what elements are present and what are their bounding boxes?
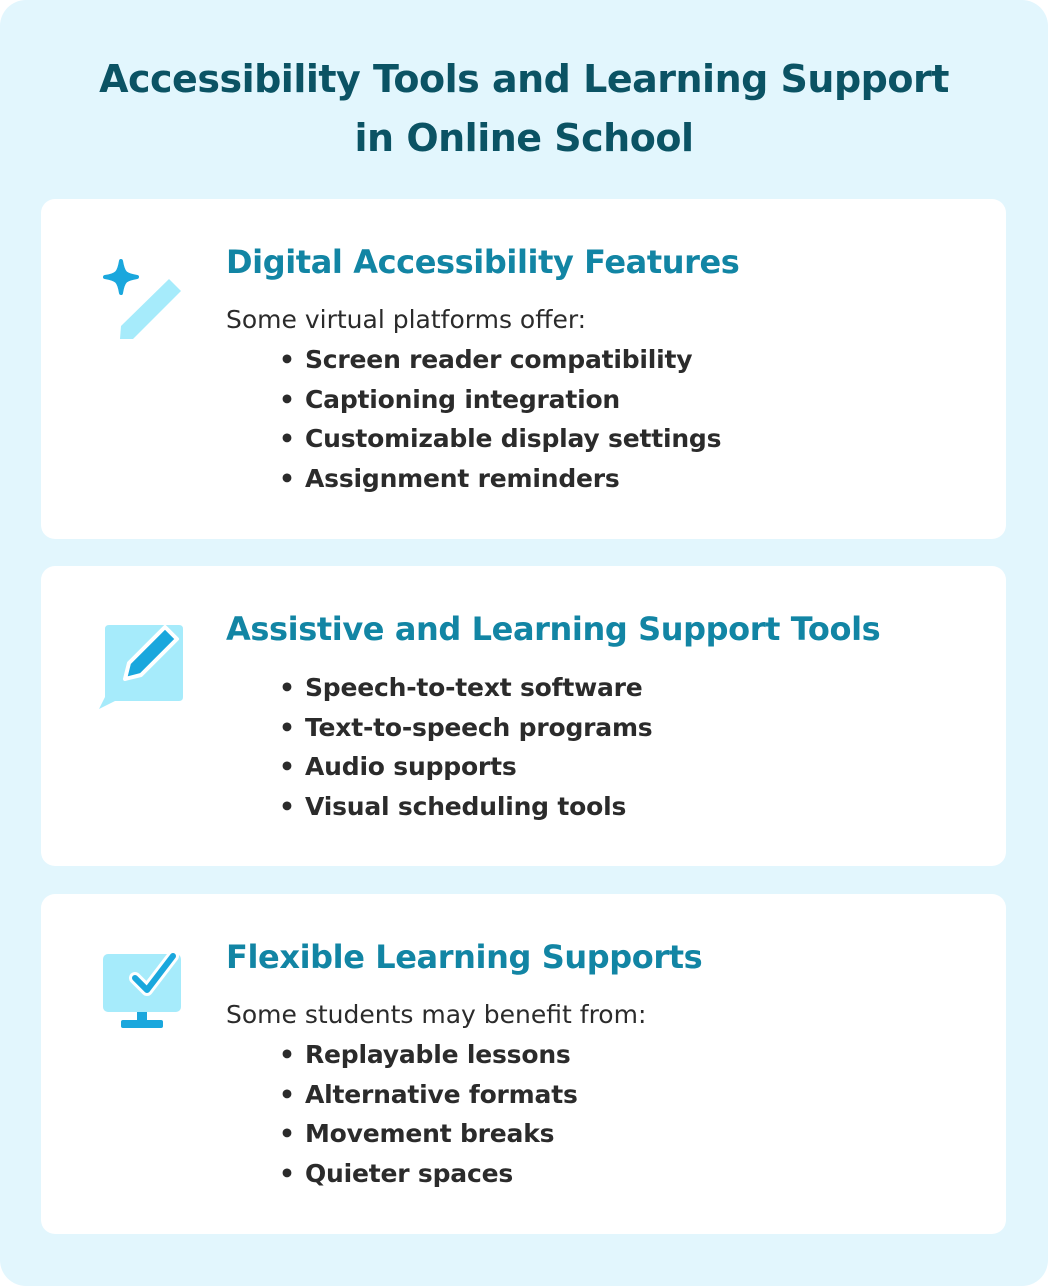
tools-list [277,668,652,826]
feature-list [277,340,721,498]
list-item: • Speech-to-text software [279,673,643,702]
list-item: • Quieter spaces [279,1158,514,1188]
supports-list [277,1035,578,1193]
list-item: • Replayable lessons [279,1040,571,1069]
list-item: • Movement breaks [279,1119,555,1148]
list-item: • Captioning integration [279,384,621,414]
page-title [0,50,1048,168]
page-title-line-2: in Online School [354,116,694,160]
chat-pencil-icon [95,617,189,711]
card-intro: Some students may benefit from: [226,1000,647,1029]
card-digital-accessibility [41,199,1006,539]
page-title-line-1: Accessibility Tools and Learning Support [99,57,949,101]
sparkle-pencil-icon [95,251,189,345]
list-item: • Screen reader compatibility [279,345,693,374]
list-item: • Customizable display settings [279,424,722,453]
card-intro: Some virtual platforms offer: [226,305,587,334]
list-item: • Audio supports [279,752,517,781]
monitor-check-icon [95,942,189,1036]
card-heading: Digital Accessibility Features [226,243,740,281]
card-heading: Flexible Learning Supports [226,938,703,976]
list-item: • Visual scheduling tools [279,791,627,821]
card-heading: Assistive and Learning Support Tools [226,610,881,648]
card-assistive-tools [41,566,1006,866]
card-flexible-learning [41,894,1006,1234]
list-item: • Alternative formats [279,1079,578,1109]
list-item: • Text-to-speech programs [279,712,653,742]
list-item: • Assignment reminders [279,463,620,493]
